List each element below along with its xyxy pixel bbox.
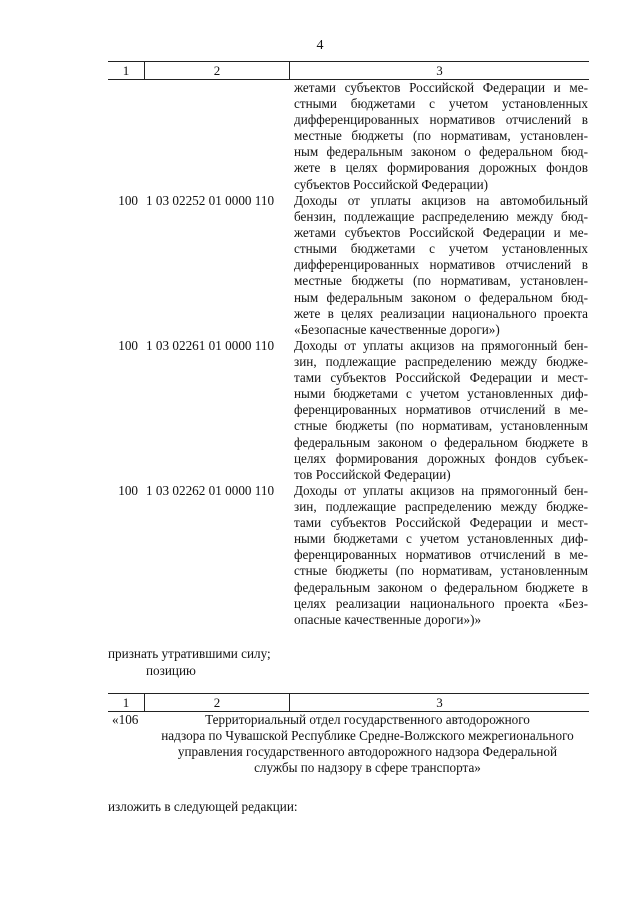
desc-line: стные бюджеты (по нормативам, установленным (294, 563, 588, 579)
desc-line: Территориальный отдел государственного автодорожного (205, 712, 530, 727)
desc-line: целях реализации национального проекта «Без- (294, 595, 588, 611)
desc-line: ференцированных нормативов отчислений в ме- (294, 402, 588, 418)
table1-header-col2: 2 (145, 62, 290, 79)
desc-line: надзора по Чувашской Республике Средне-Волжского межрегионального (161, 728, 574, 744)
desc-line: федеральным законом о федеральном бюджете в (294, 579, 588, 595)
position-text: позицию (146, 663, 196, 678)
admin-code: 100 (118, 483, 138, 498)
table1-header-col3: 3 (436, 63, 443, 78)
desc-line: зин, подлежащие распределению между бюдже- (294, 354, 588, 370)
desc-line: местные бюджеты (по нормативам, установлен- (294, 128, 588, 144)
desc-line: управления государственного автодорожного надзора Федеральной (177, 744, 558, 760)
table2-header-col2: 2 (145, 694, 290, 711)
table2-header (108, 693, 589, 712)
row-description (294, 338, 588, 483)
desc-line: стные бюджеты (по нормативам, установленным (294, 418, 588, 434)
desc-line: ными бюджетами с учетом установленных диф- (294, 531, 588, 547)
desc-line: бензин, подлежащие распределению между бюд- (294, 209, 588, 225)
admin-code: 100 (118, 338, 138, 353)
row-description (146, 712, 589, 776)
desc-line: местные бюджеты (по нормативам, установлен- (294, 273, 588, 289)
table2-header-col1: 1 (108, 694, 145, 711)
desc-line: субъектов Российской Федерации) (294, 176, 489, 192)
desc-line: Доходы от уплаты акцизов на автомобильный (294, 193, 588, 208)
desc-line: дифференцированных нормативов отчислений в (294, 112, 588, 128)
desc-line: Доходы от уплаты акцизов на прямогонный бен- (294, 338, 588, 353)
desc-line: ным федеральным законом о федеральном бюд- (294, 289, 588, 305)
kbk-code: 1 03 02262 01 0000 110 (146, 483, 275, 498)
desc-line: опасные качественные дороги»)» (294, 611, 482, 627)
row-description (294, 483, 588, 628)
desc-line: Доходы от уплаты акцизов на прямогонный бен- (294, 483, 588, 498)
desc-line: зин, подлежащие распределению между бюдже- (294, 499, 588, 515)
desc-line: стными бюджетами с учетом установленных (294, 241, 588, 257)
table1-header-col1: 1 (108, 62, 145, 79)
admin-code: 100 (118, 193, 138, 208)
table1-header (108, 61, 589, 80)
desc-line: тов Российской Федерации) (294, 466, 451, 482)
desc-line: жете в целях формирования дорожных фондов (294, 160, 588, 176)
table2-header-col3: 3 (436, 695, 443, 710)
desc-line: целях формирования дорожных фондов субъек- (294, 450, 588, 466)
kbk-code: 1 03 02261 01 0000 110 (146, 338, 275, 353)
desc-line: жете в целях реализации национального проекта (294, 305, 588, 321)
new-edition-text: изложить в следующей редакции: (108, 799, 298, 814)
desc-line: «Безопасные качественные дороги») (294, 321, 500, 337)
desc-line: жетами субъектов Российской Федерации и ме- (294, 225, 588, 241)
continuation-description (294, 80, 588, 193)
page-number: 4 (316, 38, 324, 53)
desc-line: ным федеральным законом о федеральном бюд- (294, 144, 588, 160)
desc-line: ными бюджетами с учетом установленных диф- (294, 386, 588, 402)
desc-line: службы по надзору в сфере транспорта» (254, 760, 481, 776)
invalidate-text: признать утратившими силу; (108, 646, 271, 661)
row-description (294, 193, 588, 338)
kbk-code: 1 03 02252 01 0000 110 (146, 193, 275, 208)
admin-code: «106 (112, 712, 139, 727)
desc-line: тами субъектов Российской Федерации и мест- (294, 370, 588, 386)
desc-line: федеральным законом о федеральном бюджете в (294, 434, 588, 450)
desc-line: ференцированных нормативов отчислений в ме- (294, 547, 588, 563)
desc-line: тами субъектов Российской Федерации и мест- (294, 515, 588, 531)
desc-line: дифференцированных нормативов отчислений в (294, 257, 588, 273)
desc-line: жетами субъектов Российской Федерации и ме- (294, 80, 588, 95)
desc-line: стными бюджетами с учетом установленных (294, 96, 588, 112)
